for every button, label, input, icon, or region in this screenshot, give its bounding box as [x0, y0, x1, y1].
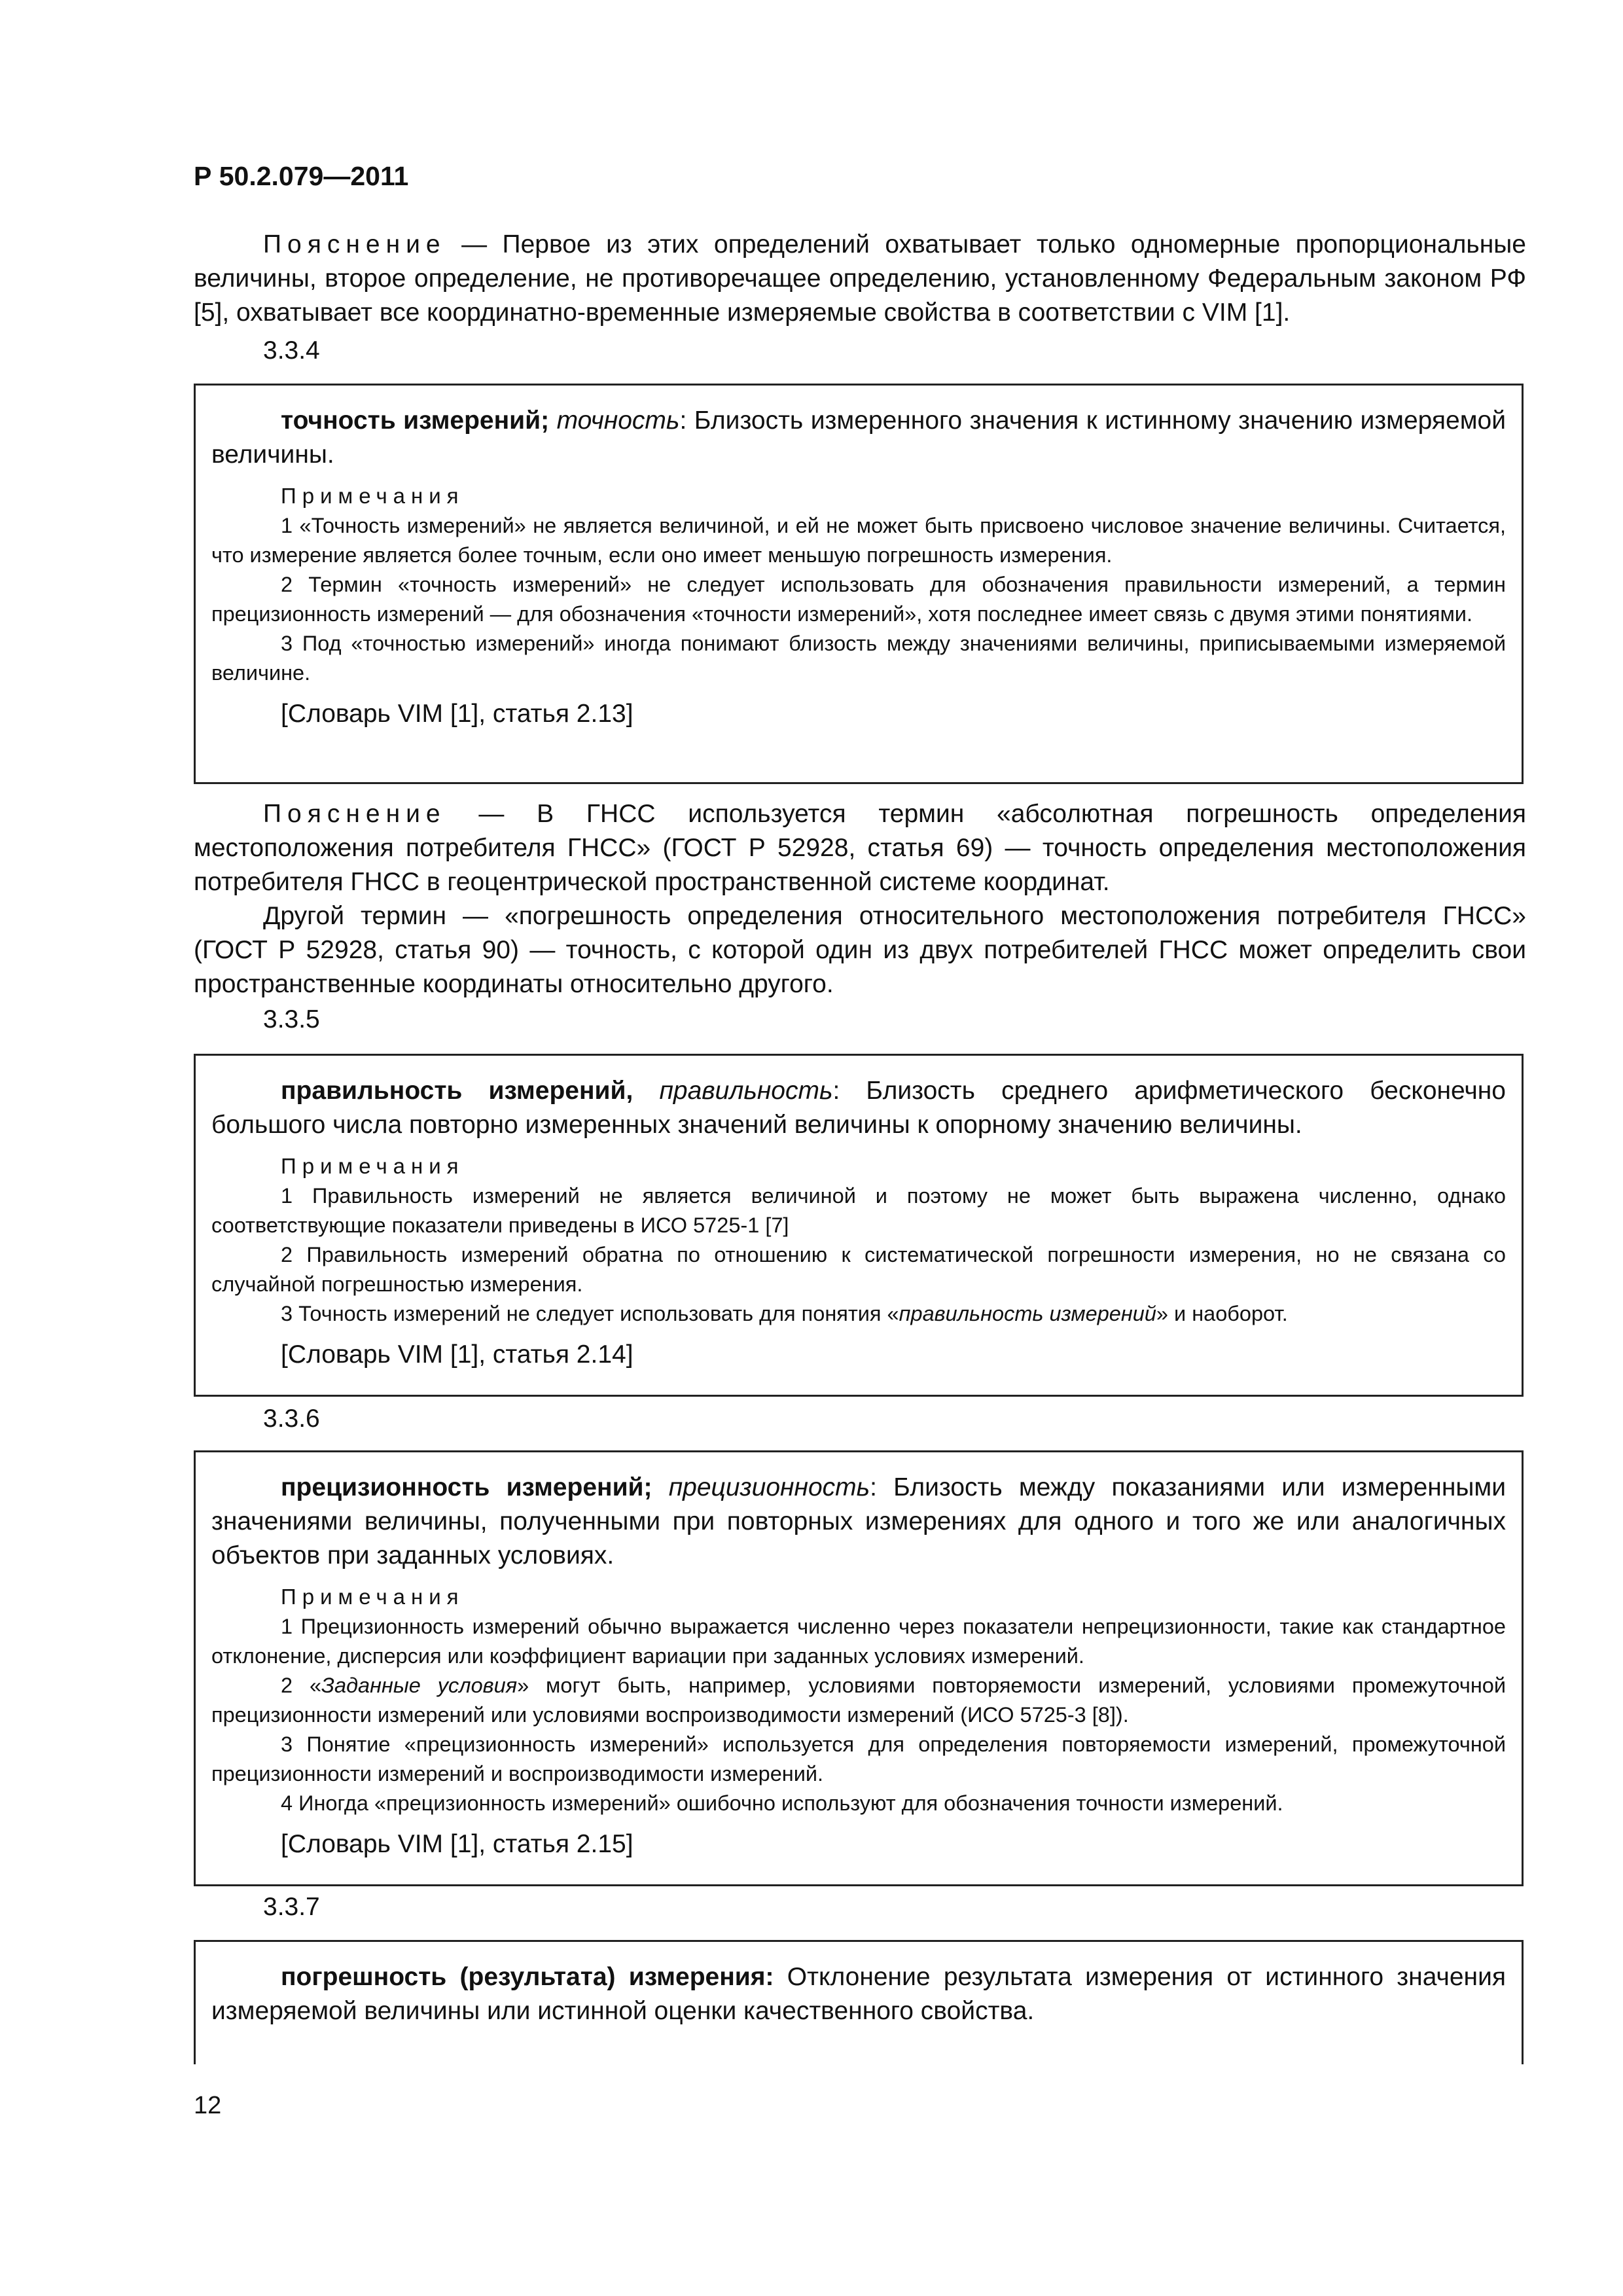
note-2: 2 Правильность измерений обратна по отношению к систематической погрешности измерения, но не связана со случайной погрешностью измерения.: [211, 1243, 1506, 1296]
page-number: 12: [194, 2092, 222, 2119]
definition-error: [211, 1960, 1506, 2028]
definition-box-accuracy: [194, 384, 1524, 784]
definition-text: : Близость между показаниями или измеренными значениями величины, полученными при повторных измерениях для одного и того же или аналогичных объектов при заданных условиях.: [211, 1473, 1506, 1570]
definition-text: Отклонение результата измерения от истинного значения измеряемой величины или истинной оценки качественного свойства.: [211, 1963, 1506, 2025]
term-synonym: прецизионность: [668, 1473, 870, 1501]
note-3: 3 Под «точностью измерений» иногда понимают близость между значениями величины, приписываемыми измеряемой величине.: [211, 632, 1506, 685]
term: прецизионность измерений;: [281, 1473, 652, 1501]
source-reference: [Словарь VIM [1], статья 2.13]: [281, 700, 633, 728]
note-3: 3 Точность измерений не следует использовать для понятия «правильность измерений» и наоборот.: [281, 1302, 1288, 1325]
section-number-3-3-7: 3.3.7: [263, 1893, 320, 1921]
note-3: 3 Понятие «прецизионность измерений» используется для определения повторяемости измерений, промежуточной прецизионности измерений и воспроизводимости измерений.: [211, 1732, 1506, 1785]
definition-box-trueness: [194, 1054, 1524, 1397]
note-1: 1 Прецизионность измерений обычно выражается численно через показатели непрецизионности, такие как стандартное отклонение, дисперсия или коэффициент вариации при заданных условиях измерений.: [211, 1615, 1506, 1668]
note-1: 1 Правильность измерений не является величиной и поэтому не может быть выражена численно, однако соответствующие показатели приведены в ИСО 5725-1 [7]: [211, 1184, 1506, 1237]
explanation-lead: Пояснение: [263, 800, 446, 828]
term: правильность измерений,: [281, 1077, 633, 1105]
section-number-3-3-6: 3.3.6: [263, 1405, 320, 1433]
note-4: 4 Иногда «прецизионность измерений» ошибочно используют для обозначения точности измерений.: [281, 1791, 1283, 1815]
term: погрешность (результата) измерения:: [281, 1963, 774, 1991]
note-2: 2 Термин «точность измерений» не следует использовать для обозначения правильности измерений, а термин прецизионность измерений — для обозначения «точности измерений», хотя последнее имеет связь с двумя этими понятиями.: [211, 573, 1506, 626]
explanation-text: — Первое из этих определений охватывает только одномерные пропорциональные величины, второе определение, не противоречащее определению, установленному Федеральным законом РФ [5], охватывает все координатно-временные измеряемые свойства в соответствии с VIM [1].: [194, 230, 1526, 327]
definition-precision: [211, 1471, 1506, 1573]
explanation-paragraph-2: [194, 797, 1526, 899]
explanation-text: — В ГНСС используется термин «абсолютная погрешность определения местоположения потребителя ГНСС» (ГОСТ Р 52928, статья 69) — точность определения местоположения потребителя ГНСС в геоцентрической пространственной системе координат.: [194, 800, 1526, 896]
definition-accuracy: [211, 404, 1506, 472]
source-reference: [Словарь VIM [1], статья 2.15]: [281, 1830, 633, 1858]
definition-text: : Близость измеренного значения к истинному значению измеряемой величины.: [211, 406, 1507, 469]
definition-text: : Близость среднего арифметического бесконечно большого числа повторно измеренных значений величины к опорному значению величины.: [211, 1077, 1506, 1139]
term: точность измерений;: [281, 406, 550, 435]
section-number-3-3-5: 3.3.5: [263, 1005, 320, 1033]
notes-title: Примечания: [281, 1585, 465, 1609]
notes-title: Примечания: [281, 484, 465, 508]
term-synonym: правильность: [659, 1077, 833, 1105]
section-number-3-3-4: 3.3.4: [263, 336, 320, 365]
explanation-lead: Пояснение: [263, 230, 446, 259]
source-reference: [Словарь VIM [1], статья 2.14]: [281, 1340, 633, 1369]
note-1: 1 «Точность измерений» не является величиной, и ей не может быть присвоено числовое значение величины. Считается, что измерение является более точным, если оно имеет меньшую погрешность измерения.: [211, 514, 1506, 567]
document-code: Р 50.2.079—2011: [194, 161, 409, 191]
paragraph-other-term: Другой термин — «погрешность определения относительного местоположения потребителя ГНСС» (ГОСТ Р 52928, статья 90) — точность, с которой один из двух потребителей ГНСС может определить свои пространственные координаты относительно другого.: [194, 902, 1526, 998]
definition-box-precision: [194, 1450, 1524, 1886]
notes-title: Примечания: [281, 1154, 465, 1178]
definition-box-error: [194, 1940, 1524, 2064]
note-2: 2 «Заданные условия» могут быть, например, условиями повторяемости измерений, условиями промежуточной прецизионности измерений или условиями воспроизводимости измерений (ИСО 5725-3 [8]).: [211, 1674, 1507, 1727]
explanation-paragraph-1: [194, 228, 1526, 330]
definition-trueness: [211, 1074, 1506, 1142]
term-synonym: точность: [556, 406, 680, 435]
